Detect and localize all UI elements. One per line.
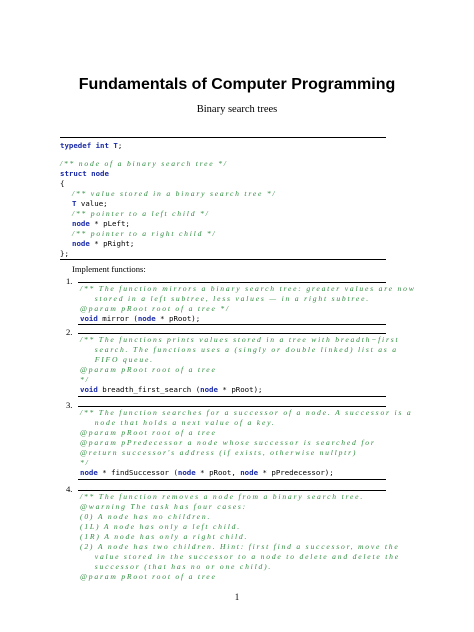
kw-typedef: typedef int: [60, 141, 109, 150]
item-3-bottom-rule: [78, 479, 386, 480]
item-2-comment-line: */: [80, 375, 90, 384]
item-2-comment-line: /** The functions prints values stored in a tree with breadth−first: [80, 335, 400, 344]
item-1-comment-line: /** The function mirrors a binary search tree: greater values are now: [80, 284, 416, 293]
item-3-comment-line: @return successor's address (if exists, otherwise nullptr): [80, 448, 358, 457]
field-pleft: * pLeft;: [89, 219, 130, 228]
item-3-param-type: node: [177, 468, 196, 477]
item-1-number: 1.: [66, 276, 73, 286]
item-1-return-type: void: [80, 314, 98, 323]
top-rule: [60, 137, 386, 138]
item-2-bottom-rule: [78, 396, 386, 397]
document-subtitle: Binary search trees: [196, 104, 278, 115]
item-2-comment-line: search. The functions uses a (singly or double linked) list as a: [80, 345, 398, 354]
item-2-param: * pRoot);: [217, 385, 263, 394]
item-3-comment-line: node that holds a next value of a key.: [80, 418, 276, 427]
item-3-number: 3.: [66, 400, 73, 410]
item-3-param-pred: * pPredecessor);: [258, 468, 334, 477]
item-4-top-rule: [78, 490, 386, 491]
item-1-bottom-rule: [78, 324, 386, 325]
comment-node: /** node of a binary search tree */: [60, 159, 228, 168]
page-number: 1: [234, 592, 240, 602]
comment-left: /** pointer to a left child */: [72, 209, 210, 218]
item-2-top-rule: [78, 333, 386, 334]
semicolon: ;: [117, 141, 123, 150]
item-2-return-type: void: [80, 385, 98, 394]
type-T: T: [113, 141, 118, 150]
item-1-comment-line: stored in a left subtree, less values — in a right subtree.: [80, 294, 370, 303]
item-4-comment-line: value stored in the successor to a node to delete and delete the: [80, 552, 400, 561]
item-1-comment-line: @param pRoot root of a tree */: [80, 304, 230, 313]
item-4-comment-line: (2) A node has two children. Hint: first find a successor, move the: [80, 542, 400, 551]
type-node-left: node: [72, 219, 90, 228]
item-1-param: * pRoot);: [155, 314, 201, 323]
item-4-comment-line: /** The function removes a node from a binary search tree.: [80, 492, 365, 501]
item-2-comment-line: FIFO queue.: [80, 355, 154, 364]
item-1-func-name: mirror (: [97, 314, 138, 323]
item-3-comment-line: @param pRoot root of a tree: [80, 428, 217, 437]
item-3-param-type-2: node: [240, 468, 259, 477]
type-T-field: T: [72, 199, 77, 208]
comment-right: /** pointer to a right child */: [72, 229, 217, 238]
item-3-param-root: * pRoot,: [195, 468, 241, 477]
type-node-right: node: [72, 239, 90, 248]
item-3-comment-line: @param pPredecessor a node whose successor is searched for: [80, 438, 376, 447]
item-2-func-name: breadth_first_search (: [97, 385, 201, 394]
item-4-comment-line: (1R) A node has only a right child.: [80, 532, 249, 541]
item-4-comment-line: (1L) A node has only a left child.: [80, 522, 241, 531]
close-brace: };: [60, 249, 69, 258]
item-3-return-type: node: [80, 468, 98, 477]
item-3-comment-line: */: [80, 458, 90, 467]
item-2-param-type: node: [200, 385, 218, 394]
item-4-comment-line: @warning The task has four cases:: [80, 502, 248, 511]
item-2-comment-line: @param pRoot root of a tree: [80, 365, 217, 374]
item-3-comment-line: /** The function searches for a successor of a node. A successor is a: [80, 408, 413, 417]
document-title: Fundamentals of Computer Programming: [78, 76, 396, 93]
item-4-comment-line: @param pRoot root of a tree: [80, 572, 217, 581]
item-2-number: 2.: [66, 327, 73, 337]
item-1-param-type: node: [137, 314, 156, 323]
field-value: value;: [76, 199, 108, 208]
item-4-comment-line: successor (that has no or one child).: [80, 562, 273, 571]
typedef-bottom-rule: [60, 259, 386, 260]
comment-value: /** value stored in a binary search tree */: [72, 189, 277, 198]
item-3-top-rule: [78, 406, 386, 407]
item-3-func-name: * findSuccessor (: [97, 468, 178, 477]
open-brace: {: [60, 179, 65, 188]
item-4-number: 4.: [66, 484, 73, 494]
implement-label: Implement functions:: [72, 264, 146, 274]
item-1-top-rule: [78, 282, 386, 283]
kw-struct-node: struct node: [60, 169, 109, 178]
field-pright: * pRight;: [89, 239, 135, 248]
item-4-comment-line: (0) A node has no children.: [80, 512, 212, 521]
